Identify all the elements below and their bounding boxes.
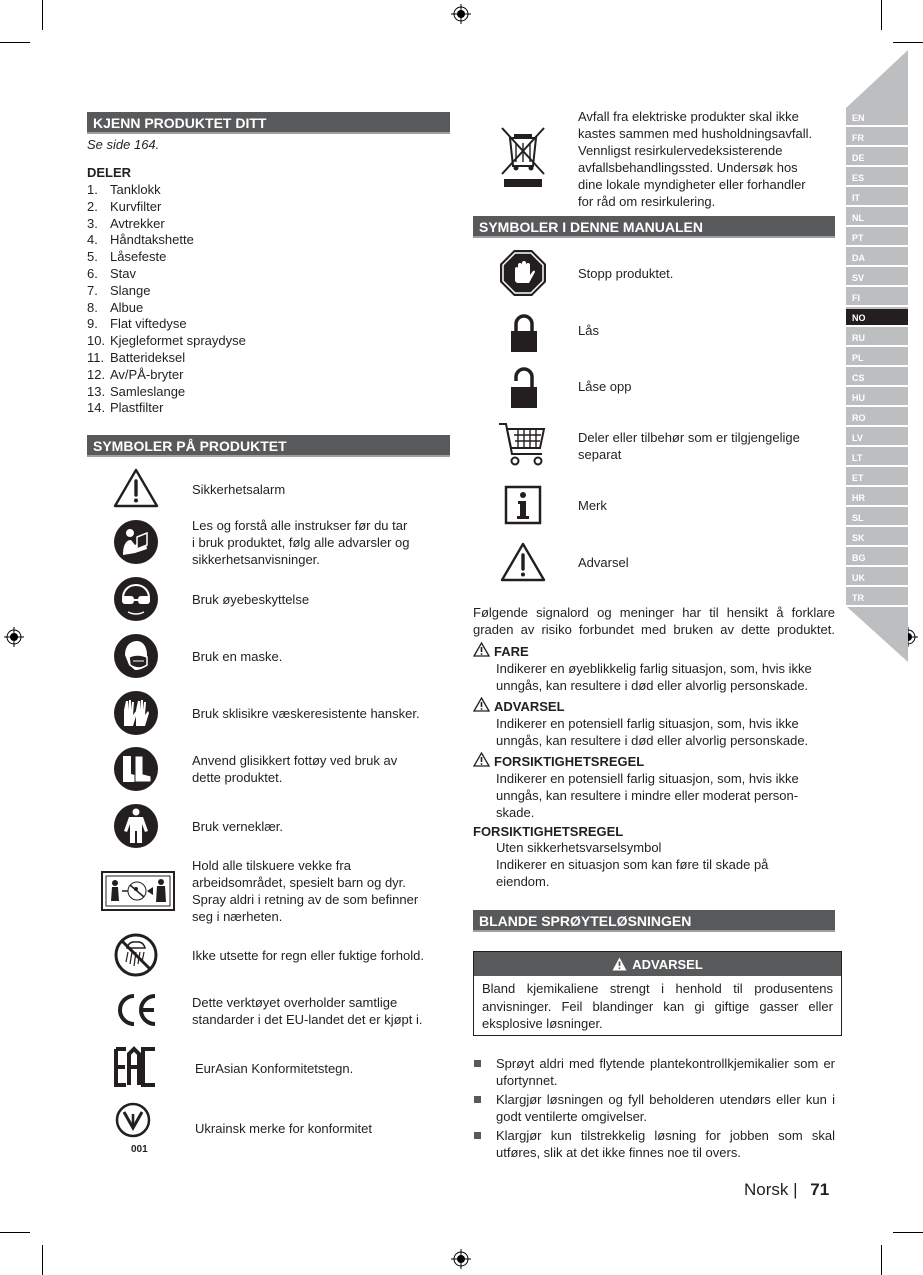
parts-list-item (87, 367, 246, 384)
text-line: Anvend glisikkert fottøy ved bruk av (192, 753, 398, 768)
part-number: 2. (87, 198, 98, 214)
text-line: Bruk sklisikre væskeresistente hansker. (192, 706, 420, 721)
mixing-warning-title-bar (474, 952, 841, 976)
parts-list-item (87, 333, 246, 350)
part-number: 10. (87, 333, 106, 349)
ukrainian-mark-icon (113, 1102, 153, 1147)
text-line: for råd om resirkulering. (578, 194, 716, 209)
registration-mark-icon (451, 4, 471, 24)
text-line: Bruk øyebeskyttelse (192, 592, 310, 607)
crop-mark (42, 1245, 43, 1275)
language-tab-da[interactable]: DA (846, 249, 908, 267)
product-symbol-description (192, 947, 424, 964)
part-number: 14. (87, 400, 106, 416)
signal-word-block (473, 824, 835, 890)
language-tab-no[interactable]: NO (846, 309, 908, 327)
part-label: Samleslange (110, 383, 186, 399)
text-line: Indikerer en situasjon som kan føre til skade på (496, 857, 769, 872)
part-label: Kurvfilter (110, 198, 162, 214)
text-line: arbeidsområdet, spesielt barn og dyr. (192, 875, 406, 890)
language-tab-fi[interactable]: FI (846, 289, 908, 307)
text-line: Spray aldri i retning av de som befinner (192, 892, 419, 907)
mixing-bullet-item: Klargjør kun tilstrekkelig løsning for jobben som skal utføres, slik at det ikke finnes noe til overs. (473, 1127, 835, 1161)
product-symbol-description (192, 705, 420, 722)
mixing-warning-title: ADVARSEL (632, 956, 703, 972)
language-tab-cs[interactable]: CS (846, 369, 908, 387)
language-tab-en[interactable]: EN (846, 109, 908, 127)
warning-triangle-icon (500, 542, 546, 587)
eac-mark-icon (113, 1046, 159, 1093)
text-line: Indikerer en potensiell farlig situasjon, som, hvis ikke (496, 716, 799, 731)
text-line: Sikkerhetsalarm (192, 482, 286, 497)
crop-mark (42, 0, 43, 30)
product-symbol-description (192, 857, 418, 925)
signal-word: FORSIKTIGHETSREGEL (494, 753, 645, 769)
language-tab-de[interactable]: DE (846, 149, 908, 167)
manual-symbol-description (578, 497, 607, 514)
parts-list-item (87, 266, 246, 283)
product-symbol-description (192, 994, 423, 1028)
product-symbol-description (195, 1060, 353, 1077)
parts-heading: DELER (87, 165, 132, 180)
manual-symbol-description (578, 322, 599, 339)
text-line: seg i nærheten. (192, 909, 283, 924)
section-heading-manual-symbols: SYMBOLER I DENNE MANUALEN (473, 216, 835, 238)
part-number: 7. (87, 282, 98, 298)
manual-symbol-description (578, 378, 632, 395)
text-line: EurAsian Konformitetstegn. (195, 1061, 354, 1076)
part-label: Slange (110, 282, 151, 298)
product-symbol-description (192, 818, 283, 835)
ce-mark-icon (113, 990, 159, 1035)
part-label: Albue (110, 299, 144, 315)
see-page-reference: Se side 164. (87, 137, 160, 152)
text-line: unngås, kan resultere i mindre eller moderat person- (496, 788, 799, 803)
product-symbol-description (192, 752, 397, 786)
unlock-icon (509, 365, 539, 414)
signal-word-description (473, 660, 835, 694)
eye-protection-icon (113, 576, 159, 627)
signal-word-block (473, 752, 835, 821)
registration-mark-icon (4, 627, 24, 647)
mixing-warning-text: Bland kjemikaliene strengt i henhold til produsentens anvisninger. Feil blandinger kan gi giftige gasser eller eksplosive løsninger. (482, 981, 833, 1031)
parts-list-item (87, 182, 246, 199)
signal-words-list (473, 642, 835, 890)
crop-mark (0, 42, 30, 43)
signal-word: FARE (494, 643, 529, 659)
parts-list-item (87, 216, 246, 233)
signal-words-section (473, 604, 835, 893)
part-label: Plastfilter (110, 400, 164, 416)
text-line: Låse opp (578, 379, 632, 394)
text-line: standarder i det EU-landet det er kjøpt i. (192, 1012, 423, 1027)
parts-list-item (87, 400, 246, 417)
part-label: Av/PÅ-bryter (110, 366, 184, 382)
parts-list-item (87, 199, 246, 216)
part-number: 11. (87, 349, 105, 365)
language-tab-hr[interactable]: HR (846, 489, 908, 507)
mixing-bullet-item: Sprøyt aldri med flytende plantekontrollkjemikalier som er ufortynnet. (473, 1055, 835, 1089)
parts-list-item (87, 300, 246, 317)
language-tab-tr[interactable]: TR (846, 589, 908, 607)
signal-word-block (473, 697, 835, 749)
signal-word-heading (473, 824, 835, 839)
language-tab-et[interactable]: ET (846, 469, 908, 487)
manual-symbol-description (578, 429, 800, 463)
signal-word-block (473, 642, 835, 694)
weee-text (578, 108, 812, 210)
part-number: 4. (87, 232, 98, 248)
text-line: Lås (578, 323, 599, 338)
info-icon (504, 485, 542, 530)
part-label: Batterideksel (110, 349, 186, 365)
coverall-icon (113, 803, 159, 854)
text-line: Deler eller tilbehør som er tilgjengelige (578, 430, 800, 445)
part-number: 9. (87, 316, 98, 332)
part-label: Låsefeste (110, 249, 167, 265)
warning-triangle-icon (473, 642, 490, 660)
parts-list (87, 182, 246, 417)
mixing-bullets (473, 1055, 835, 1163)
parts-list-item (87, 232, 246, 249)
warning-triangle-icon (473, 752, 490, 770)
crop-mark (881, 1245, 882, 1275)
weee-bin-icon (500, 126, 546, 188)
language-tab-lt[interactable]: LT (846, 449, 908, 467)
gloves-icon (113, 690, 159, 741)
text-line: separat (578, 447, 622, 462)
part-number: 8. (87, 299, 98, 315)
signal-word-description (473, 715, 835, 749)
crop-mark (0, 1232, 30, 1233)
text-line: Uten sikkerhetsvarselsymbol (496, 840, 662, 855)
stop-hand-icon (499, 249, 547, 302)
product-symbol-description (192, 481, 285, 498)
language-tab-hu[interactable]: HU (846, 389, 908, 407)
text-line: Stopp produktet. (578, 266, 674, 281)
text-line: Ukrainsk merke for konformitet (195, 1121, 372, 1136)
parts-list-item (87, 384, 246, 401)
crop-mark (893, 1232, 923, 1233)
language-tab-sk[interactable]: SK (846, 529, 908, 547)
language-tab-bg[interactable]: BG (846, 549, 908, 567)
text-line: Dette verktøyet overholder samtlige (192, 995, 398, 1010)
text-line: Følgende signalord og meninger har til hensikt å forklare (473, 605, 835, 620)
signal-word-heading (473, 642, 835, 660)
signal-word-heading (473, 752, 835, 770)
part-label: Stav (110, 265, 137, 281)
part-label: Kjegleformet spraydyse (110, 333, 246, 349)
part-number: 3. (87, 215, 98, 231)
shopping-cart-icon (498, 420, 548, 473)
text-line: Merk (578, 498, 607, 513)
mask-icon (113, 633, 159, 684)
part-label: Flat viftedyse (110, 316, 187, 332)
product-symbol-description (192, 517, 410, 568)
text-line: avfallsbehandlingssted. Undersøk hos (578, 160, 798, 175)
text-line: graden av risiko forbundet med bruken av dette produktet. (473, 622, 835, 637)
signal-word-description (473, 770, 835, 821)
crop-mark (881, 0, 882, 30)
footer-language: Norsk | (744, 1180, 798, 1199)
manual-symbol-description (578, 265, 673, 282)
crop-mark (893, 42, 923, 43)
signal-words-intro (473, 604, 835, 638)
keep-bystanders-away-icon (101, 871, 175, 916)
parts-list-item (87, 249, 246, 266)
language-tab-sv[interactable]: SV (846, 269, 908, 287)
conformity-badge-number: 001 (131, 1144, 148, 1155)
mixing-warning-box (473, 951, 842, 1036)
language-tab-nl[interactable]: NL (846, 209, 908, 227)
text-line: Indikerer en øyeblikkelig farlig situasjon, som, hvis ikke (496, 661, 812, 676)
language-tab-lv[interactable]: LV (846, 429, 908, 447)
text-line: sikkerhetsanvisninger. (192, 552, 320, 567)
signal-word: FORSIKTIGHETSREGEL (473, 824, 624, 839)
part-number: 1. (87, 182, 98, 197)
text-line: unngås, kan resultere i død eller alvorlig personskade. (496, 733, 809, 748)
part-number: 5. (87, 249, 98, 265)
product-symbol-description (195, 1120, 372, 1137)
warning-triangle-icon (113, 468, 159, 513)
language-tab-uk[interactable]: UK (846, 569, 908, 587)
signal-word-heading (473, 697, 835, 715)
text-line: Hold alle tilskuere vekke fra (192, 858, 351, 873)
text-line: dette produktet. (192, 770, 283, 785)
page-footer (744, 1180, 829, 1200)
product-symbol-description (192, 591, 309, 608)
part-label: Håndtakshette (110, 232, 194, 248)
language-tab-ru[interactable]: RU (846, 329, 908, 347)
part-label: Avtrekker (110, 215, 165, 231)
parts-list-item (87, 316, 246, 333)
language-tab-pt[interactable]: PT (846, 229, 908, 247)
page-number: 71 (810, 1180, 830, 1199)
mixing-bullet-item: Klargjør løsningen og fyll beholderen utendørs eller kun i godt ventilerte omgivelser. (473, 1091, 835, 1125)
part-number: 13. (87, 383, 106, 399)
text-line: Indikerer en potensiell farlig situasjon, som, hvis ikke (496, 771, 799, 786)
manual-symbol-description (578, 554, 629, 571)
text-line: i bruk produktet, følg alle advarsler og (192, 535, 410, 550)
registration-mark-icon (451, 1249, 471, 1269)
section-heading-know-product: KJENN PRODUKTET DITT (87, 112, 450, 134)
warning-triangle-icon (473, 697, 490, 715)
language-tab-pl[interactable]: PL (846, 349, 908, 367)
text-line: Advarsel (578, 555, 629, 570)
text-line: kastes sammen med husholdningsavfall. (578, 126, 813, 141)
part-number: 6. (87, 265, 98, 281)
signal-word-description (473, 839, 835, 890)
text-line: Ikke utsette for regn eller fuktige forhold. (192, 948, 424, 963)
boots-icon (113, 746, 159, 797)
read-manual-icon (113, 519, 159, 570)
no-rain-icon (113, 932, 159, 983)
text-line: Les og forstå alle instrukser før du tar (192, 518, 408, 533)
signal-word: ADVARSEL (494, 698, 565, 714)
part-label: Tanklokk (110, 182, 161, 197)
text-line: Avfall fra elektriske produkter skal ikke (578, 109, 799, 124)
section-heading-mixing: BLANDE SPRØYTELØSNINGEN (473, 910, 835, 932)
language-tab-fr[interactable]: FR (846, 129, 908, 147)
part-number: 12. (87, 366, 106, 382)
warning-triangle-icon (612, 957, 627, 971)
text-line: Vennligst resirkulervedeksisterende (578, 143, 783, 158)
product-symbol-description (192, 648, 282, 665)
parts-list-item (87, 350, 246, 367)
text-line: unngås, kan resultere i død eller alvorlig personskade. (496, 678, 809, 693)
text-line: skade. (496, 805, 535, 820)
text-line: Bruk en maske. (192, 649, 283, 664)
language-tab-it[interactable]: IT (846, 189, 908, 207)
text-line: dine lokale myndigheter eller forhandler (578, 177, 806, 192)
language-tab-ro[interactable]: RO (846, 409, 908, 427)
section-heading-product-symbols: SYMBOLER PÅ PRODUKTET (87, 435, 450, 457)
lock-icon (509, 313, 539, 358)
language-tab-sl[interactable]: SL (846, 509, 908, 527)
language-tab-es[interactable]: ES (846, 169, 908, 187)
text-line: Bruk verneklær. (192, 819, 284, 834)
text-line: eiendom. (496, 874, 550, 889)
parts-list-item (87, 283, 246, 300)
